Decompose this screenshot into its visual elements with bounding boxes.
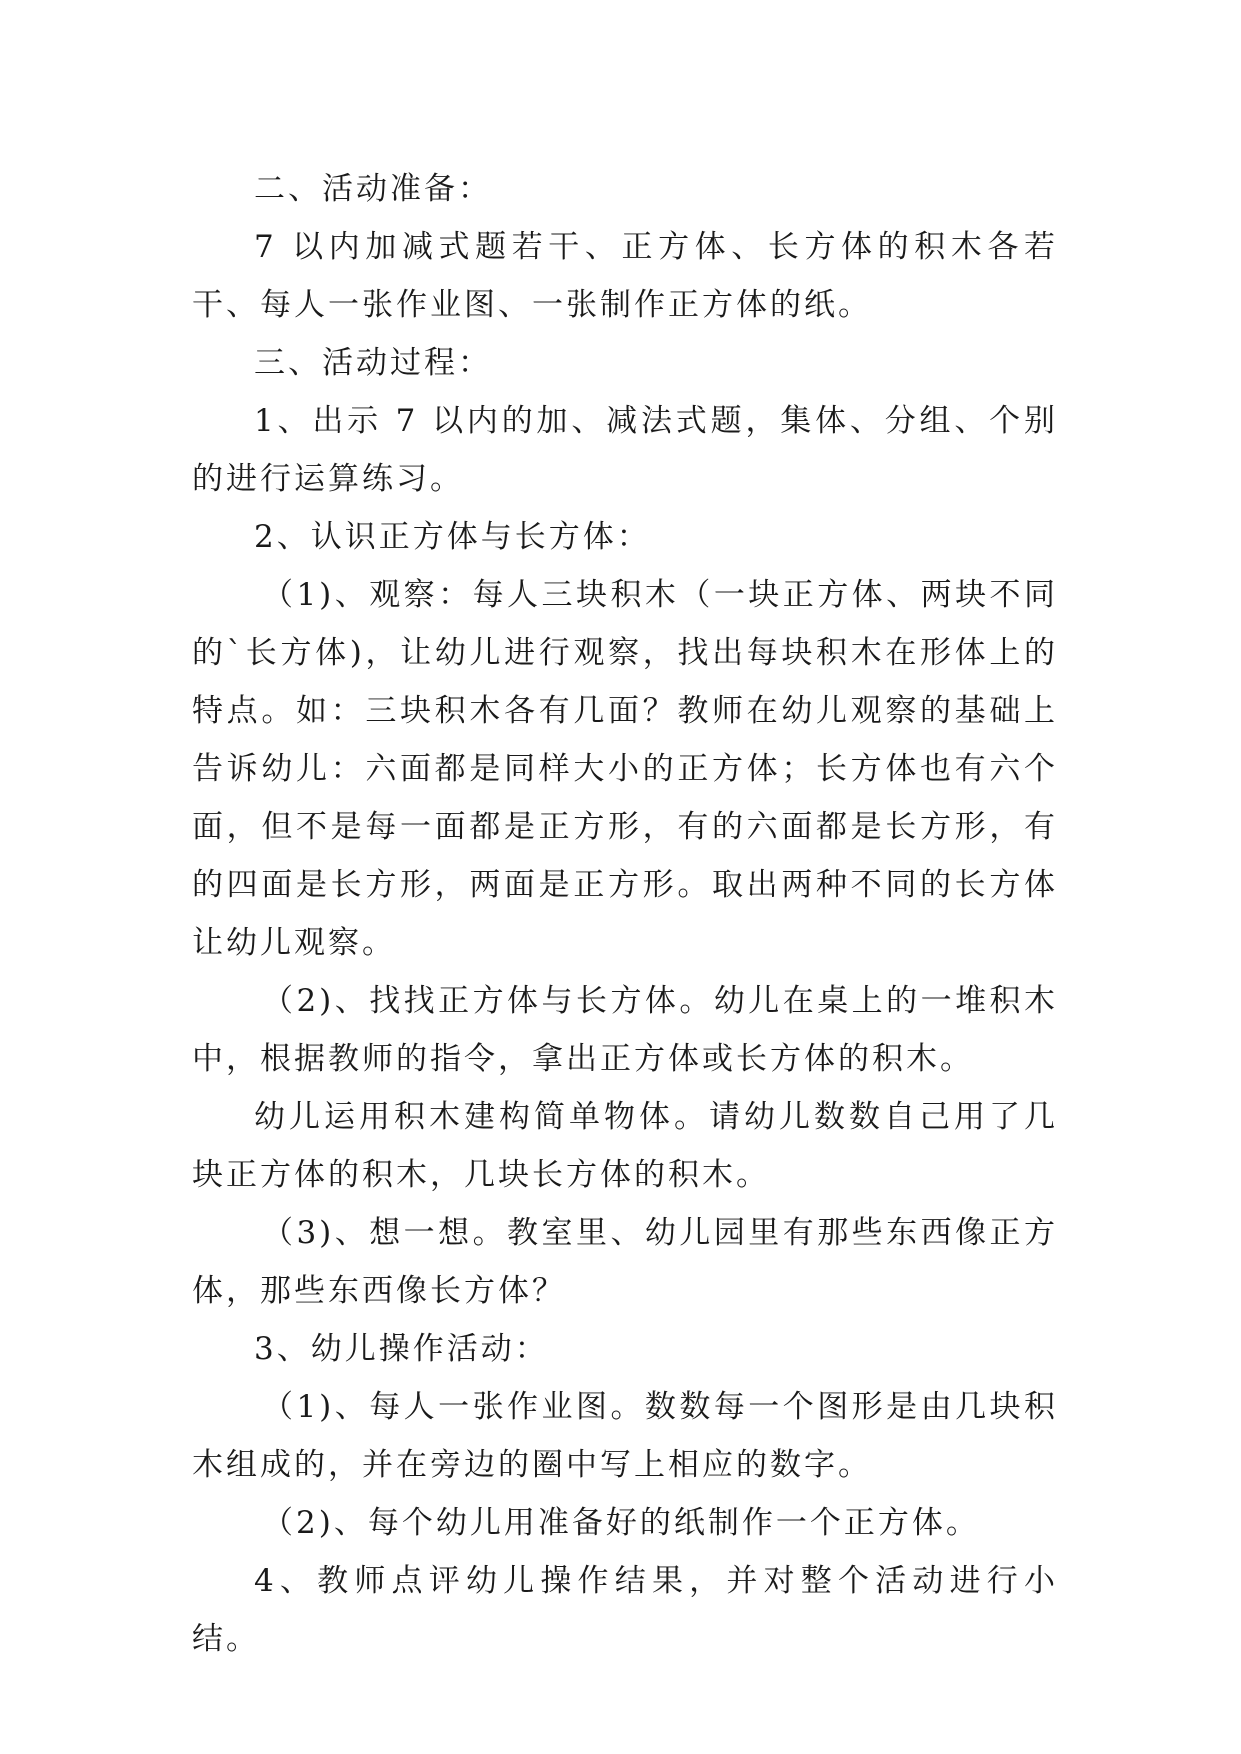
paragraph-step-3: 3、幼儿操作活动： [254, 1331, 549, 1367]
paragraph-step-2-observe: （1)、观察：每人三块积木（一块正方体、两块不同的`长方体)，让幼儿进行观察，找出每块积木在形体上的特点。如：三块积木各有几面？教师在幼儿观察的基础上告诉幼儿：六面都是同样大小的正方体；长方体也有六个面，但不是每一面都是正方形，有的六面都是长方形，有的四面是长方形，两面是正方形。取出两种不同的长方体让幼儿观察。 [192, 577, 1058, 961]
paragraph-step-2-build: 幼儿运用积木建构简单物体。请幼儿数数自己用了几块正方体的积木，几块长方体的积木。 [192, 1099, 1058, 1193]
section-heading-preparation: 二、活动准备： [254, 171, 492, 207]
paragraph-step-2-think: （3)、想一想。教室里、幼儿园里有那些东西像正方体，那些东西像长方体？ [192, 1215, 1058, 1309]
paragraph-step-3-worksheet: （1)、每人一张作业图。数数每一个图形是由几块积木组成的，并在旁边的圈中写上相应的数字。 [192, 1389, 1058, 1483]
section-heading-process: 三、活动过程： [254, 345, 492, 381]
paragraph-step-4: 4、教师点评幼儿操作结果，并对整个活动进行小结。 [192, 1563, 1058, 1657]
paragraph-materials: 7 以内加减式题若干、正方体、长方体的积木各若干、每人一张作业图、一张制作正方体的纸。 [192, 229, 1058, 323]
document-body [192, 160, 1058, 1668]
paragraph-step-2: 2、认识正方体与长方体： [254, 519, 651, 555]
paragraph-step-2-find: （2)、找找正方体与长方体。幼儿在桌上的一堆积木中，根据教师的指令，拿出正方体或长方体的积木。 [192, 983, 1058, 1077]
paragraph-step-3-make-cube: （2)、每个幼儿用准备好的纸制作一个正方体。 [262, 1505, 980, 1541]
paragraph-step-1: 1、出示 7 以内的加、减法式题，集体、分组、个别的进行运算练习。 [192, 403, 1058, 497]
